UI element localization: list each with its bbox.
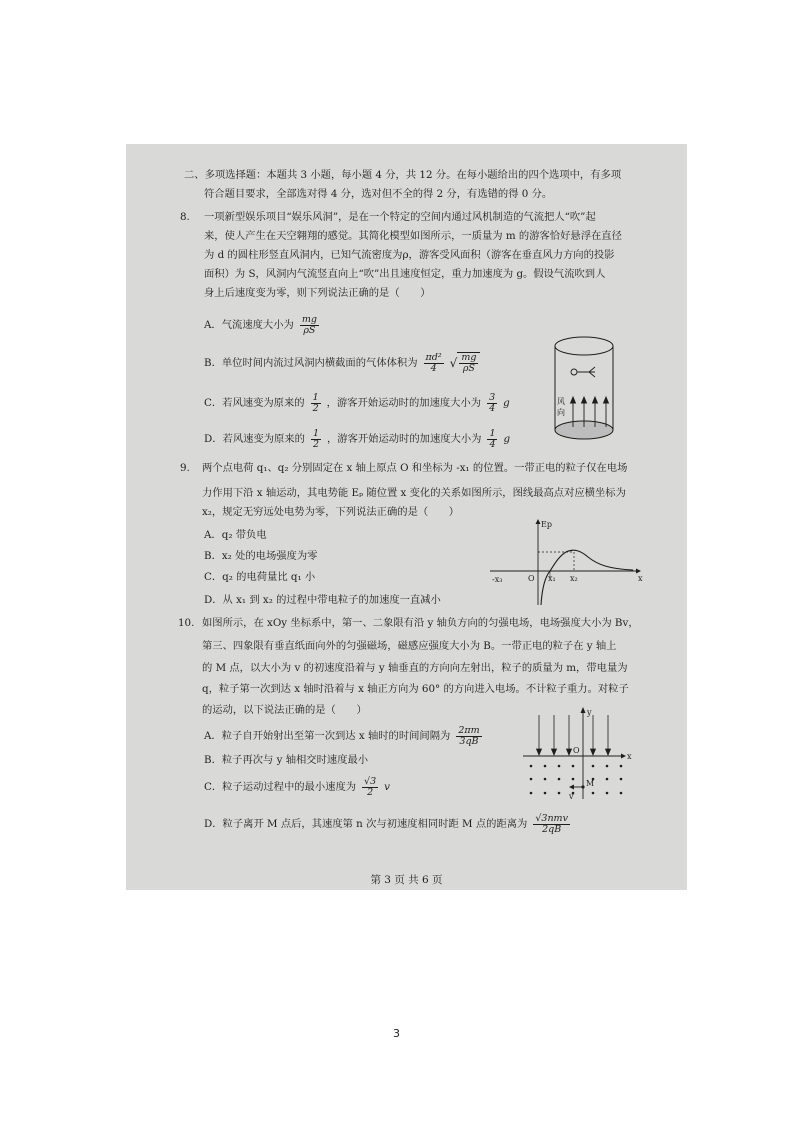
q10-line: q，粒子第一次到达 x 轴时沿着与 x 轴正方向为 60° 的方向进入电场。不计粒子重力。对粒子 <box>202 683 629 695</box>
option-text: ，游客开始运动时的加速度大小为 <box>326 397 482 409</box>
page-number: 3 <box>393 1027 400 1040</box>
q8-line: 来，使人产生在天空翱翔的感觉。其简化模型如图所示，一质量为 m 的游客恰好悬浮在直径 <box>204 230 622 242</box>
origin-label: O <box>528 574 535 583</box>
fraction: $\frac{1}{4}$ <box>489 428 496 450</box>
q8-line: 一项新型娱乐项目“娱乐风洞”，是在一个特定的空间内通过风机制造的气流把人“吹”起 <box>204 211 596 223</box>
x-axis-label: x <box>627 752 632 761</box>
m-point-label: M <box>586 779 595 788</box>
option-label: C．粒子运动过程中的最小速度为 <box>204 781 357 793</box>
fraction: $\frac{\text{√3nmv}}{2qB}$ <box>535 813 568 835</box>
section-header-line2: 符合题目要求，全部选对得 4 分，选对但不全的得 2 分，有选错的得 0 分。 <box>204 188 553 200</box>
v-label: v <box>569 792 574 801</box>
origin-label: O <box>573 746 580 755</box>
page-footer: 第 3 页 共 6 页 <box>370 874 443 886</box>
option-text: g <box>503 433 511 445</box>
section-header-line1: 二、多项选择题：本题共 3 小题，每小题 4 分，共 12 分。在每小题给出的四个选项中，有多项 <box>184 169 622 181</box>
q8-option-b[interactable] <box>204 352 480 374</box>
q9-line: 力作用下沿 x 轴运动，其电势能 Eₚ 随位置 x 变化的关系如图所示，图线最高点对应横坐标为 <box>202 487 626 499</box>
q8-line: 为 d 的圆柱形竖直风洞内，已知气流密度为ρ，游客受风面积（游客在垂直风力方向的投影 <box>204 249 615 261</box>
x-axis-label: x <box>638 574 643 583</box>
q9-option-b[interactable]: B．x₂ 处的电场强度为零 <box>204 550 318 562</box>
fraction: $\frac{√3}{2}$ <box>364 776 377 798</box>
fraction: $\frac{2\pi m}{3qB}$ <box>458 725 480 747</box>
q10-option-c[interactable] <box>204 777 390 798</box>
q10-number: 10. <box>178 617 195 629</box>
q8-number: 8. <box>180 211 190 223</box>
option-label: A．气流速度大小为 <box>204 319 294 331</box>
q9-option-a[interactable]: A．q₂ 带负电 <box>204 529 267 541</box>
ep-axis-label: Ep <box>541 520 552 529</box>
fraction: $\frac{mg}{\rho S}$ <box>301 314 317 336</box>
fraction: $\frac{1}{2}$ <box>312 428 319 450</box>
q8-option-a[interactable] <box>204 315 321 336</box>
x1-label: x₁ <box>548 574 556 583</box>
q10-line: 的运动，以下说法正确的是（ ） <box>202 704 367 716</box>
q10-line: 如图所示，在 xOy 坐标系中，第一、二象限有沿 y 轴负方向的匀强电场，电场强度大小为 Bv， <box>202 617 639 629</box>
option-label: C．若风速变为原来的 <box>204 397 305 409</box>
option-text: ，游客开始运动时的加速度大小为 <box>326 433 482 445</box>
wind-label: 向 <box>557 408 565 417</box>
q8-option-c[interactable] <box>204 393 510 414</box>
option-text: v <box>384 781 390 793</box>
q9-option-d[interactable]: D．从 x₁ 到 x₂ 的过程中带电粒子的加速度一直减小 <box>204 594 441 606</box>
fraction: $\frac{3}{4}$ <box>489 392 496 414</box>
q10-option-a[interactable] <box>204 726 484 747</box>
q10-option-b[interactable]: B．粒子再次与 y 轴相交时速度最小 <box>204 754 369 766</box>
option-label: D．粒子离开 M 点后，其速度第 n 次与初速度相同时距 M 点的距离为 <box>204 818 528 830</box>
potential-energy-graph <box>488 519 643 609</box>
wind-tunnel-figure <box>551 334 621 444</box>
q10-option-d[interactable] <box>204 814 572 835</box>
q9-line: x₂，规定无穷远处电势为零，下列说法正确的是（ ） <box>202 506 460 518</box>
y-axis-label: y <box>587 708 592 717</box>
x2-label: x₂ <box>570 574 578 583</box>
option-label: D．若风速变为原来的 <box>204 433 305 445</box>
square-root: √ $\frac{mg}{\rho S}$ <box>450 352 481 374</box>
option-label: A．粒子自开始射出至第一次到达 x 轴时的时间间隔为 <box>204 730 451 742</box>
option-label: B．单位时间内流过风洞内横截面的气体体积为 <box>204 356 418 369</box>
q9-option-c[interactable]: C．q₂ 的电荷量比 q₁ 小 <box>204 571 316 583</box>
q9-number: 9. <box>180 462 190 474</box>
fraction: $\frac{\text{πd²}}{4}$ <box>425 351 442 374</box>
fraction: $\frac{1}{2}$ <box>312 392 319 414</box>
q8-line: 身上后速度变为零，则下列说法正确的是（ ） <box>204 287 431 299</box>
field-diagram <box>521 707 631 802</box>
option-text: g <box>503 397 510 409</box>
wind-label: 风 <box>557 397 565 406</box>
q10-line: 第三、四象限有垂直纸面向外的匀强磁场，磁感应强度大小为 B。一带正电的粒子在 y 轴上 <box>202 640 617 652</box>
exam-page-photo <box>126 144 687 890</box>
q8-line: 面积）为 S，风洞内气流竖直向上“吹”出且速度恒定，重力加速度为 g。假设气流吹到人 <box>204 268 606 280</box>
q8-option-d[interactable] <box>204 429 510 450</box>
q10-line: 的 M 点，以大小为 v 的初速度沿着与 y 轴垂直的方向向左射出，粒子的质量为 m，带电量为 <box>202 662 628 674</box>
q9-line: 两个点电荷 q₁、q₂ 分别固定在 x 轴上原点 O 和坐标为 -x₁ 的位置。一带正电的粒子仅在电场 <box>202 462 628 474</box>
neg-x1-label: -x₃ <box>492 575 503 584</box>
